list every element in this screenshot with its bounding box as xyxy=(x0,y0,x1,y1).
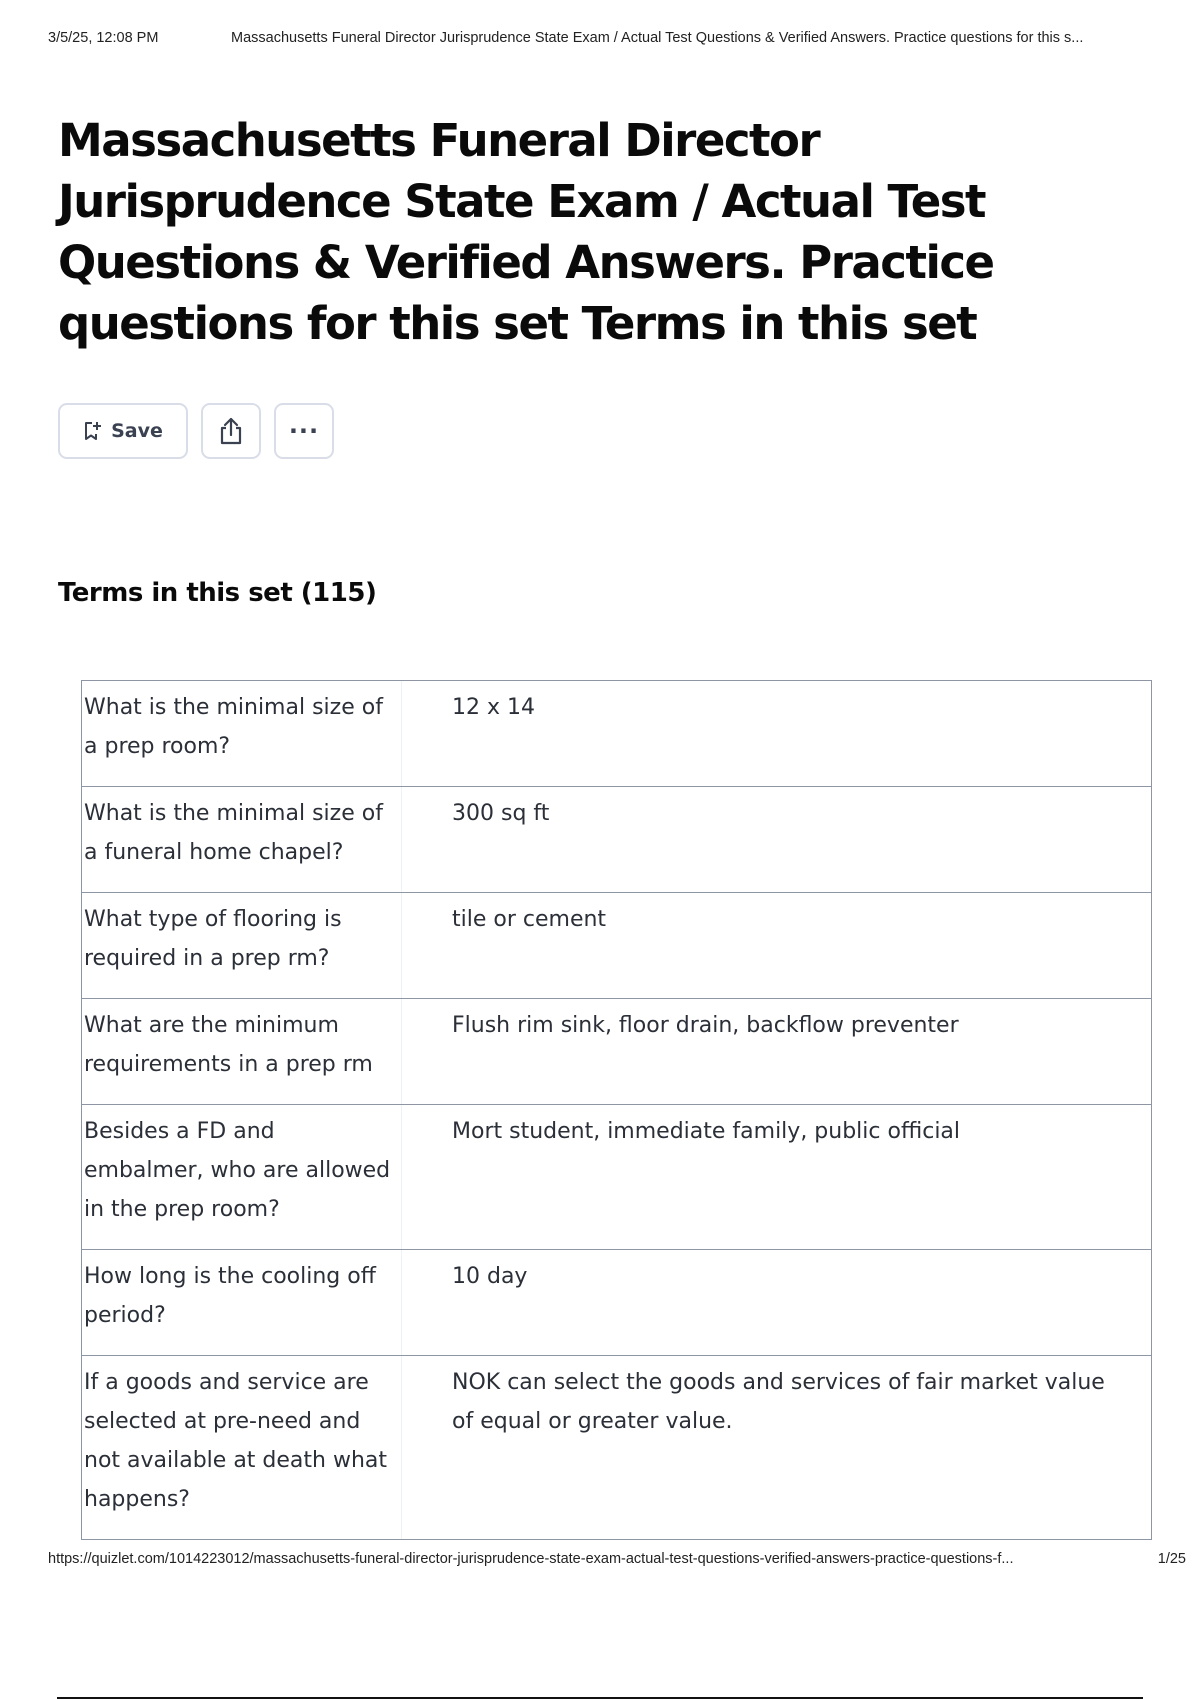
print-document-title: Massachusetts Funeral Director Jurisprudence State Exam / Actual Test Questions & Verified Answers. Practice questions for this s... xyxy=(231,30,1084,46)
term-row xyxy=(82,1356,1151,1539)
term-row xyxy=(82,1105,1151,1250)
term-question: If a goods and service are selected at pre-need and not available at death what happens? xyxy=(82,1356,402,1539)
terms-section-title: Terms in this set (115) xyxy=(58,578,377,608)
term-question: What is the minimal size of a prep room? xyxy=(82,681,402,786)
term-answer: 12 x 14 xyxy=(452,695,535,720)
term-answer: 300 sq ft xyxy=(452,801,550,826)
term-row xyxy=(82,1250,1151,1356)
print-url: https://quizlet.com/1014223012/massachusetts-funeral-director-jurisprudence-state-exam-actual-test-questions-verified-answers-practice-questions-f... xyxy=(48,1551,1014,1567)
term-answer: tile or cement xyxy=(452,907,607,932)
more-options-button[interactable] xyxy=(274,403,334,459)
term-answer: 10 day xyxy=(452,1264,528,1289)
term-question: What are the minimum requirements in a prep rm xyxy=(82,999,402,1104)
bookmark-plus-icon xyxy=(83,421,101,441)
page-title: Massachusetts Funeral Director Jurisprudence State Exam / Actual Test Questions & Verified Answers. Practice questions for this set Terms in this set xyxy=(58,114,994,350)
terms-table xyxy=(81,680,1152,1540)
term-answer: NOK can select the goods and services of fair market value of equal or greater value. xyxy=(452,1370,1105,1434)
save-button-label: Save xyxy=(111,420,163,442)
term-question: How long is the cooling off period? xyxy=(82,1250,402,1355)
term-row xyxy=(82,893,1151,999)
term-question: Besides a FD and embalmer, who are allowed in the prep room? xyxy=(82,1105,402,1249)
share-icon xyxy=(217,416,245,446)
print-header xyxy=(48,30,1186,50)
page-divider xyxy=(57,1697,1143,1699)
term-answer: Mort student, immediate family, public official xyxy=(452,1119,961,1144)
term-question: What type of flooring is required in a prep rm? xyxy=(82,893,402,998)
term-answer: Flush rim sink, floor drain, backflow preventer xyxy=(452,1013,959,1038)
share-button[interactable] xyxy=(201,403,261,459)
print-timestamp: 3/5/25, 12:08 PM xyxy=(48,30,159,46)
save-button[interactable] xyxy=(58,403,188,459)
more-options-icon: ··· xyxy=(288,417,320,445)
term-row xyxy=(82,787,1151,893)
term-row xyxy=(82,681,1151,787)
page-number: 1/25 xyxy=(1157,1551,1186,1567)
term-question: What is the minimal size of a funeral home chapel? xyxy=(82,787,402,892)
term-row xyxy=(82,999,1151,1105)
